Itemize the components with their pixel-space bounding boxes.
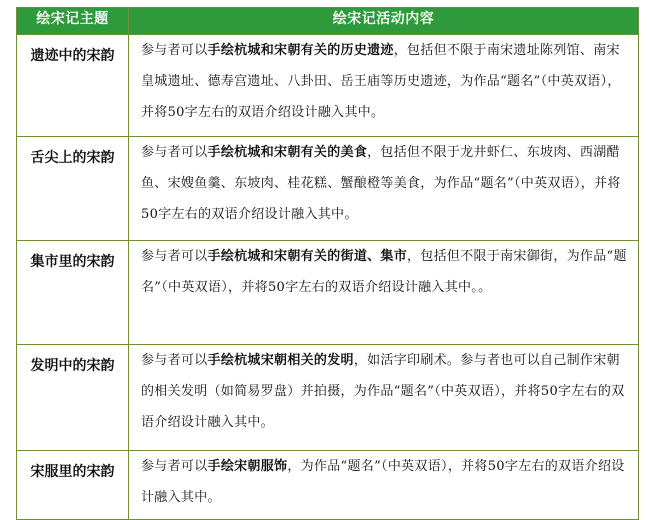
- header-content: 绘宋记活动内容: [129, 8, 639, 35]
- desc-intro: 参与者可以: [141, 353, 208, 368]
- row-theme: 遗迹中的宋韵: [17, 35, 129, 137]
- row-description: [129, 35, 639, 137]
- table-row: [17, 35, 639, 137]
- desc-emphasis: 手绘宋朝服饰: [207, 459, 288, 474]
- row-theme: 集市里的宋韵: [17, 241, 129, 345]
- desc-intro: 参与者可以: [141, 145, 208, 160]
- header-theme: 绘宋记主题: [17, 8, 129, 35]
- row-description: [129, 345, 639, 451]
- table-header-row: [17, 8, 639, 35]
- desc-detail: ，为作品“题名”（中英双语），并将50字左右的双语介绍设计融入其中。: [141, 459, 625, 505]
- row-description: [129, 241, 639, 345]
- desc-intro: 参与者可以: [141, 249, 208, 264]
- desc-detail: ，包括但不限于南宋遗址陈列馆、南宋皇城遗址、德寿宫遗址、八卦田、岳王庙等历史遗迹，为作品“题名”（中英双语），并将50字左右的双语介绍设计融入其中。: [141, 43, 621, 120]
- desc-emphasis: 手绘杭城宋朝相关的发明: [207, 353, 354, 368]
- row-description: [129, 137, 639, 241]
- desc-intro: 参与者可以: [141, 459, 208, 474]
- desc-detail: ，如活字印刷术。参与者也可以自己制作宋朝的相关发明（如简易罗盘）并拍摄，为作品“题名”（中英双语），并将50字左右的双语介绍设计融入其中。: [141, 353, 625, 430]
- row-theme: 舌尖上的宋韵: [17, 137, 129, 241]
- desc-emphasis: 手绘杭城和宋朝有关的街道、集市: [207, 249, 408, 264]
- desc-intro: 参与者可以: [141, 43, 208, 58]
- activity-table: [16, 7, 639, 520]
- desc-detail: ，包括但不限于南宋御街，为作品“题名”（中英双语），并将50字左右的双语介绍设计融入其中。。: [141, 249, 627, 295]
- table-row: [17, 345, 639, 451]
- table-row: [17, 241, 639, 345]
- desc-emphasis: 手绘杭城和宋朝有关的历史遗迹: [207, 43, 394, 58]
- row-theme: 发明中的宋韵: [17, 345, 129, 451]
- row-theme: 宋服里的宋韵: [17, 451, 129, 520]
- table-row: [17, 451, 639, 520]
- desc-detail: ，包括但不限于龙井虾仁、东坡肉、西湖醋鱼、宋嫂鱼羹、东坡肉、桂花糕、蟹酿橙等美食，为作品“题名”（中英双语），并将50字左右的双语介绍设计融入其中。: [141, 145, 621, 222]
- table-row: [17, 137, 639, 241]
- desc-emphasis: 手绘杭城和宋朝有关的美食: [207, 145, 368, 160]
- row-description: [129, 451, 639, 520]
